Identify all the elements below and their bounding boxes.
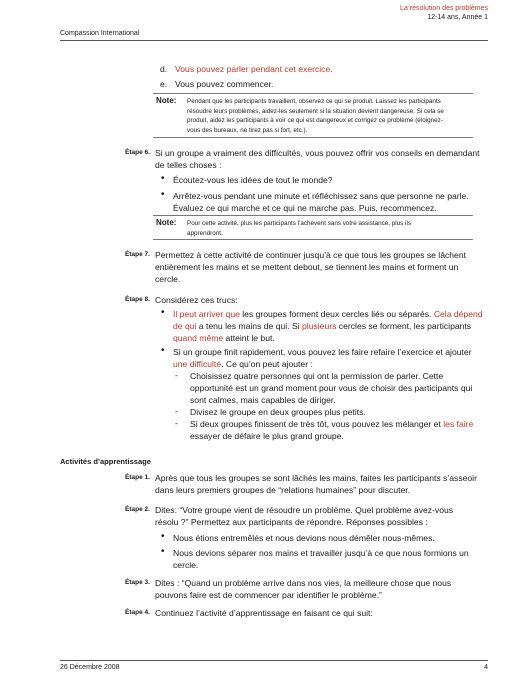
document-title: La résolution des problèmes — [400, 5, 488, 12]
note-top-rule — [153, 93, 473, 94]
step-label: Étape 3. — [125, 579, 150, 586]
dash-marker: - — [175, 406, 178, 416]
header-divider — [60, 40, 488, 41]
bullet-text: Si un groupe finit rapidement, vous pouvez les faire refaire l’exercice et ajouter une difficulté. Ce qu’on peut ajouter : — [173, 347, 472, 369]
section-title: Activités d’apprentissage — [60, 457, 151, 466]
note-bottom-rule — [153, 239, 473, 240]
step-7-text: Permettez à cette activité de continuer jusqu’à ce que tous les groupes se lâchent entièrement les mains et se mettent debout, se tiennent les mains et forment un cercle. — [155, 250, 466, 284]
item-d-letter: d. — [160, 64, 168, 74]
bullet-icon: • — [161, 531, 165, 542]
dash-marker: - — [175, 370, 178, 380]
dash-marker: - — [175, 418, 178, 428]
bullet-text: Il peut arriver que les groupes forment deux cercles liés ou séparés. Cela dépend de qui a tenu les mains de qui. Si plusieurs cercles se forment, les participants quand même atteint le but. — [173, 309, 483, 343]
document-subtitle: 12-14 ans, Année 1 — [427, 14, 488, 21]
bullet-icon: • — [161, 173, 165, 184]
bullet-text: Écoutez-vous les idées de tout le monde? — [173, 175, 333, 185]
page-number: 4 — [484, 664, 488, 671]
bullet-text: Nous devions séparer nos mains et travailler jusqu’à ce que nous formions un cercle. — [173, 548, 469, 570]
bullet-icon: • — [161, 345, 165, 356]
bullet-icon: • — [161, 307, 165, 318]
item-d-text: Vous pouvez parler pendant cet exercice. — [175, 64, 333, 74]
bullet-icon: • — [161, 546, 165, 557]
step-label: Étape 6. — [125, 149, 150, 156]
step-label: Étape 8. — [125, 296, 150, 303]
step-6-line-2: de telles choses : — [155, 160, 222, 170]
dash-item-text: Si deux groupes finissent de très tôt, vous pouvez les mélanger et les faire essayer de défaire le plus grand groupe. — [190, 419, 474, 441]
note-text: Pour cette activité, plus les participants l’achèvent sans votre assistance, plus ils apprendront. — [187, 220, 411, 237]
activity-step-2-text: Dites: “Votre groupe vient de résoudre un problème. Quel problème avez-vous résolu ?” Permettez aux participants de répondre. Réponses possibles : — [155, 505, 454, 527]
activity-step-3-text: Dites : “Quand un problème arrive dans nos vies, la meilleure chose que nous pouvons faire est de commencer par identifier le problème.” — [155, 578, 452, 600]
bullet-icon: • — [161, 189, 165, 200]
step-6-line-1: Si un groupe a vraiment des difficultés, vous pouvez offrir vos conseils en demandant — [155, 148, 480, 158]
bullet-text: Nous étions entremêlés et nous devions nous démêler nous-mêmes. — [173, 533, 435, 543]
activity-step-4-text: Continuez l’activité d’apprentissage en faisant ce qui suit: — [155, 608, 373, 618]
step-label: Étape 2. — [125, 506, 150, 513]
dash-item-text: Choisissez quatre personnes qui ont la permission de parler. Cette opportunité est un grand moment pour vous de choisir des participants qui sont calmes, mais capables de diriger. — [190, 371, 473, 405]
bullet-text: Arrêtez-vous pendant une minute et réfléchissez sans que personne ne parle. Évaluez ce qui marche et ce qui ne marche pas. Puis, recommencez. — [173, 191, 469, 213]
step-label: Étape 7. — [125, 251, 150, 258]
activity-step-1-text: Après que tous les groupes se sont lâchés les mains, faites les participants s’asseoir dans leurs premiers groupes de “relations humaines” pour discuter. — [155, 473, 477, 495]
item-e-letter: e. — [160, 79, 168, 89]
step-8-line: Considérez ces trucs: — [155, 295, 238, 305]
note-text: Pendant que les participants travaillent, observez ce qui se produit. Laissez les participants résoudre leurs problèmes, aidez-les seulement si la situation devient dangereuse. Si cela se produit, aidez les participants à voir ce qui est dangereux et corrigez ce problème (éloignez- vous des bureaux, ne tirez pas si fort, etc.). — [187, 98, 444, 134]
note-label: Note: — [156, 218, 177, 227]
organization-name: Compassion International — [60, 30, 140, 37]
note-label: Note: — [156, 96, 177, 105]
document-title-block — [400, 4, 488, 22]
step-label: Étape 4. — [125, 609, 150, 616]
step-label: Étape 1. — [125, 474, 150, 481]
dash-item-text: Divisez le groupe en deux groupes plus petits. — [190, 407, 366, 417]
item-e-text: Vous pouvez commencer. — [175, 79, 274, 89]
note-bottom-rule — [153, 137, 473, 138]
note-top-rule — [153, 215, 473, 216]
footer-divider — [60, 660, 488, 661]
footer-date: 26 Décembre 2008 — [60, 664, 120, 671]
